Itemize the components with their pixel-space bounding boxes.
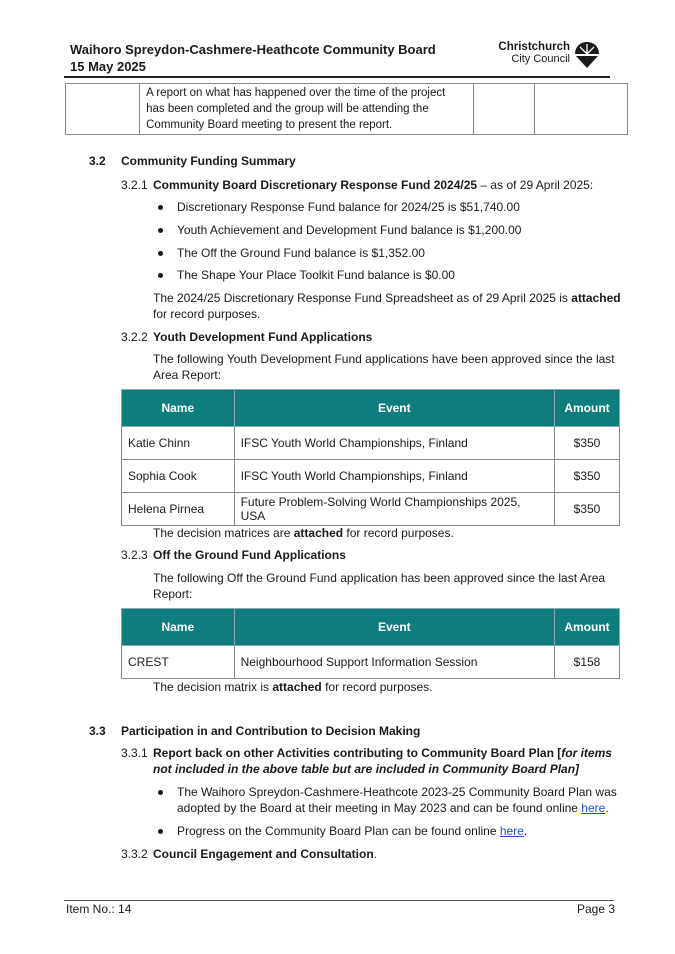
youth-fund-table — [121, 389, 620, 526]
section-heading: Participation in and Contribution to Decision Making — [121, 724, 421, 738]
footer-item-number: Item No.: 14 — [66, 902, 132, 916]
subsection-number: 3.2.3 — [121, 548, 148, 562]
paragraph-line: for record purposes. — [153, 307, 261, 321]
table-text-line: A report on what has happened over the time of the project — [146, 87, 446, 99]
cell-event: IFSC Youth World Championships, Finland — [234, 427, 554, 460]
cell-amount: $350 — [555, 427, 620, 460]
bullet-icon — [158, 273, 163, 278]
bullet-icon — [158, 790, 163, 795]
subsection-title: Council Engagement and Consultation — [153, 847, 374, 861]
subsection-number: 3.3.2 — [121, 847, 148, 861]
subsection-number: 3.2.1 — [121, 178, 148, 192]
subsection-heading: Youth Development Fund Applications — [153, 330, 373, 344]
cell-amount: $158 — [555, 646, 620, 679]
bullet-icon — [158, 205, 163, 210]
document-header — [70, 41, 436, 75]
cell-event: Neighbourhood Support Information Session — [234, 646, 554, 679]
subsection-title: Report back on other Activities contributing to Community Board Plan [ — [153, 746, 562, 760]
list-item: The Shape Your Place Toolkit Fund balance is $0.00 — [177, 268, 455, 282]
paragraph-line: Report: — [153, 587, 193, 601]
list-item-text: Progress on the Community Board Plan can be found online — [177, 824, 500, 838]
paragraph-text: for record purposes. — [321, 680, 433, 694]
attached-emphasis: attached — [571, 291, 621, 305]
bullet-icon — [158, 829, 163, 834]
cell-event: IFSC Youth World Championships, Finland — [234, 460, 554, 493]
list-item: Youth Achievement and Development Fund balance is $1,200.00 — [177, 223, 522, 237]
off-the-ground-table — [121, 608, 620, 679]
subsection-number: 3.3.1 — [121, 746, 148, 760]
paragraph-text: The decision matrices are — [153, 526, 294, 540]
list-item: The Off the Ground Fund balance is $1,352.00 — [177, 246, 425, 260]
description-cell — [140, 84, 474, 135]
cell-amount: $350 — [555, 460, 620, 493]
progress-link[interactable]: here — [499, 824, 524, 838]
paragraph — [153, 525, 454, 541]
council-emblem-icon — [574, 41, 600, 69]
empty-cell — [66, 84, 140, 135]
list-item-line — [177, 800, 609, 816]
bullet-icon — [158, 251, 163, 256]
paragraph — [153, 679, 432, 695]
subsection-suffix: . — [373, 847, 378, 861]
list-item-text: . — [523, 824, 528, 838]
column-header: Event — [234, 390, 554, 427]
column-header: Name — [122, 390, 235, 427]
subsection-heading — [153, 745, 613, 761]
subsection-title: Community Board Discretionary Response Fund 2024/25 — [153, 178, 478, 192]
bullet-icon — [158, 228, 163, 233]
paragraph-text: for record purposes. — [343, 526, 454, 540]
paragraph — [153, 290, 621, 306]
header-date: 15 May 2025 — [70, 59, 146, 74]
footer-page-number: Page 3 — [577, 902, 616, 916]
footer-rule — [64, 900, 614, 901]
section-number: 3.3 — [89, 724, 106, 738]
cell-name: Helena Pirnea — [122, 493, 235, 526]
logo-line2: City Council — [511, 53, 570, 65]
header-title: Waihoro Spreydon-Cashmere-Heathcote Community Board — [70, 42, 436, 57]
list-item: Discretionary Response Fund balance for 2024/25 is $51,740.00 — [177, 200, 520, 214]
table-row — [122, 646, 620, 679]
subsection-heading-line2 — [153, 761, 579, 777]
table-text-line: has been completed and the group will be attending the — [146, 103, 429, 115]
table-text-line: Community Board meeting to present the report. — [146, 119, 393, 131]
cell-event: Future Problem-Solving World Championships 2025, USA — [234, 493, 554, 526]
list-item-line: The Waihoro Spreydon-Cashmere-Heathcote 2023-25 Community Board Plan was — [177, 785, 617, 799]
table-row — [122, 427, 620, 460]
subsection-title-italic: not included in the above table but are included in Community Board Plan] — [153, 762, 580, 776]
attached-emphasis: attached — [293, 526, 344, 540]
subsection-heading — [153, 846, 377, 862]
continuation-table — [65, 83, 628, 135]
paragraph-line: The following Youth Development Fund applications have been approved since the last — [153, 352, 615, 366]
empty-cell — [534, 84, 627, 135]
header-rule — [64, 76, 610, 78]
logo-line1: Christchurch — [498, 41, 570, 53]
column-header: Event — [234, 609, 554, 646]
list-item-text: . — [605, 801, 609, 815]
column-header: Amount — [555, 390, 620, 427]
paragraph-line: Area Report: — [153, 368, 222, 382]
section-heading: Community Funding Summary — [121, 154, 296, 168]
section-number: 3.2 — [89, 154, 106, 168]
table-row — [122, 460, 620, 493]
empty-cell — [473, 84, 534, 135]
paragraph-line: The following Off the Ground Fund application has been approved since the last Area — [153, 571, 606, 585]
council-logo — [498, 41, 602, 69]
subsection-heading: Off the Ground Fund Applications — [153, 548, 346, 562]
table-row — [122, 493, 620, 526]
subsection-title-italic: for items — [561, 746, 612, 760]
column-header: Amount — [555, 609, 620, 646]
cell-amount: $350 — [555, 493, 620, 526]
cell-name: CREST — [122, 646, 235, 679]
cell-name: Katie Chinn — [122, 427, 235, 460]
cell-name: Sophia Cook — [122, 460, 235, 493]
attached-emphasis: attached — [272, 680, 322, 694]
board-plan-link[interactable]: here — [581, 801, 606, 815]
paragraph-text: The decision matrix is — [153, 680, 273, 694]
list-item — [177, 823, 527, 839]
list-item-text: adopted by the Board at their meeting in May 2023 and can be found online — [177, 801, 582, 815]
subsection-number: 3.2.2 — [121, 330, 148, 344]
column-header: Name — [122, 609, 235, 646]
subsection-suffix: – as of 29 April 2025: — [477, 178, 594, 192]
subsection-heading — [153, 177, 593, 193]
paragraph-text: The 2024/25 Discretionary Response Fund Spreadsheet as of 29 April 2025 is — [153, 291, 572, 305]
